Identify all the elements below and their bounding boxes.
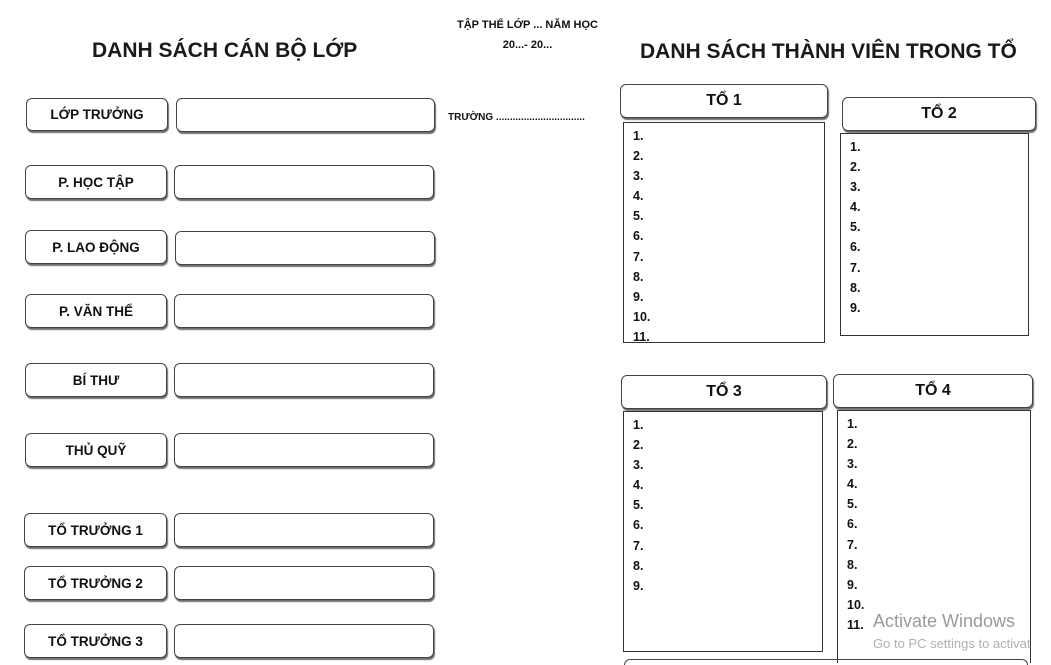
officer-label: LỚP TRƯỞNG — [26, 98, 168, 131]
member-slot: 8. — [633, 558, 644, 573]
member-slot: 7. — [633, 249, 644, 264]
officer-label: P. LAO ĐỘNG — [25, 230, 167, 264]
member-slot: 3. — [633, 169, 644, 184]
group-2-title: TỔ 2 — [842, 97, 1036, 131]
right-title: DANH SÁCH THÀNH VIÊN TRONG TỔ — [640, 40, 1017, 63]
member-slot: 5. — [850, 220, 861, 235]
officer-label: BÍ THƯ — [25, 363, 167, 397]
member-slot: 2. — [850, 160, 861, 175]
member-slot: 7. — [633, 538, 644, 553]
member-slot: 1. — [633, 129, 644, 143]
member-slot: 6. — [633, 518, 644, 533]
member-slot: 4. — [633, 478, 644, 493]
member-slot: 7. — [850, 260, 861, 275]
member-slot: 8. — [847, 557, 858, 572]
activation-watermark-title: Activate Windows — [873, 611, 1016, 631]
officer-label: TỔ TRƯỞNG 3 — [24, 624, 167, 658]
member-slot: 7. — [847, 537, 858, 552]
officer-name-field[interactable] — [174, 294, 434, 328]
member-slot: 8. — [850, 280, 861, 295]
officer-label: TỔ TRƯỞNG 1 — [24, 513, 167, 547]
officer-name-field[interactable] — [174, 624, 434, 658]
group-4-title: TỔ 4 — [833, 374, 1033, 408]
member-slot: 9. — [847, 577, 858, 592]
partial-box-edge — [624, 659, 1028, 665]
member-slot: 3. — [633, 458, 644, 473]
officer-label: P. HỌC TẬP — [25, 165, 167, 199]
member-slot: 1. — [633, 418, 644, 432]
class-year-line: TẬP THỂ LỚP ... NĂM HỌC — [457, 19, 598, 31]
member-slot: 6. — [633, 229, 644, 244]
group-1-member-list — [623, 122, 825, 343]
school-year-range: 20...- 20... — [502, 39, 553, 51]
activation-watermark-subtitle: Go to PC settings to activat — [873, 636, 1031, 651]
group-2-member-list — [840, 133, 1029, 336]
member-slot: 9. — [850, 300, 861, 315]
member-slot: 2. — [633, 149, 644, 164]
member-slot: 4. — [633, 189, 644, 204]
officer-name-field[interactable] — [174, 363, 434, 397]
officer-name-field[interactable] — [174, 165, 434, 199]
officer-name-field[interactable] — [176, 98, 435, 132]
officer-label: THỦ QUỸ — [25, 433, 167, 467]
member-slot: 1. — [847, 417, 858, 431]
member-slot: 5. — [633, 498, 644, 513]
member-slot: 5. — [633, 209, 644, 224]
group-3-member-list — [623, 411, 823, 652]
school-line: TRƯỜNG ................................ — [448, 112, 585, 123]
officer-name-field[interactable] — [175, 231, 435, 265]
officer-name-field[interactable] — [174, 513, 434, 547]
member-slot: 4. — [850, 200, 861, 215]
member-slot: 6. — [850, 240, 861, 255]
member-slot: 2. — [633, 438, 644, 453]
member-slot: 10. — [633, 309, 651, 324]
group-1-title: TỔ 1 — [620, 84, 828, 118]
member-slot: 5. — [847, 497, 858, 512]
officer-name-field[interactable] — [174, 433, 434, 467]
member-slot: 4. — [847, 477, 858, 492]
officer-label: TỔ TRƯỞNG 2 — [24, 566, 167, 600]
member-slot: 8. — [633, 269, 644, 284]
member-slot: 9. — [633, 289, 644, 304]
officer-label: P. VĂN THỂ — [25, 294, 167, 328]
member-slot: 2. — [847, 437, 858, 452]
member-slot: 6. — [847, 517, 858, 532]
member-slot: 11. — [847, 617, 864, 632]
officer-name-field[interactable] — [174, 566, 434, 600]
group-3-title: TỔ 3 — [621, 375, 827, 409]
member-slot: 3. — [847, 457, 858, 472]
left-title: DANH SÁCH CÁN BỘ LỚP — [92, 39, 358, 62]
member-slot: 9. — [633, 578, 644, 593]
member-slot: 3. — [850, 180, 861, 195]
member-slot: 10. — [847, 597, 865, 612]
member-slot: 11. — [633, 329, 650, 344]
member-slot: 1. — [850, 140, 861, 154]
